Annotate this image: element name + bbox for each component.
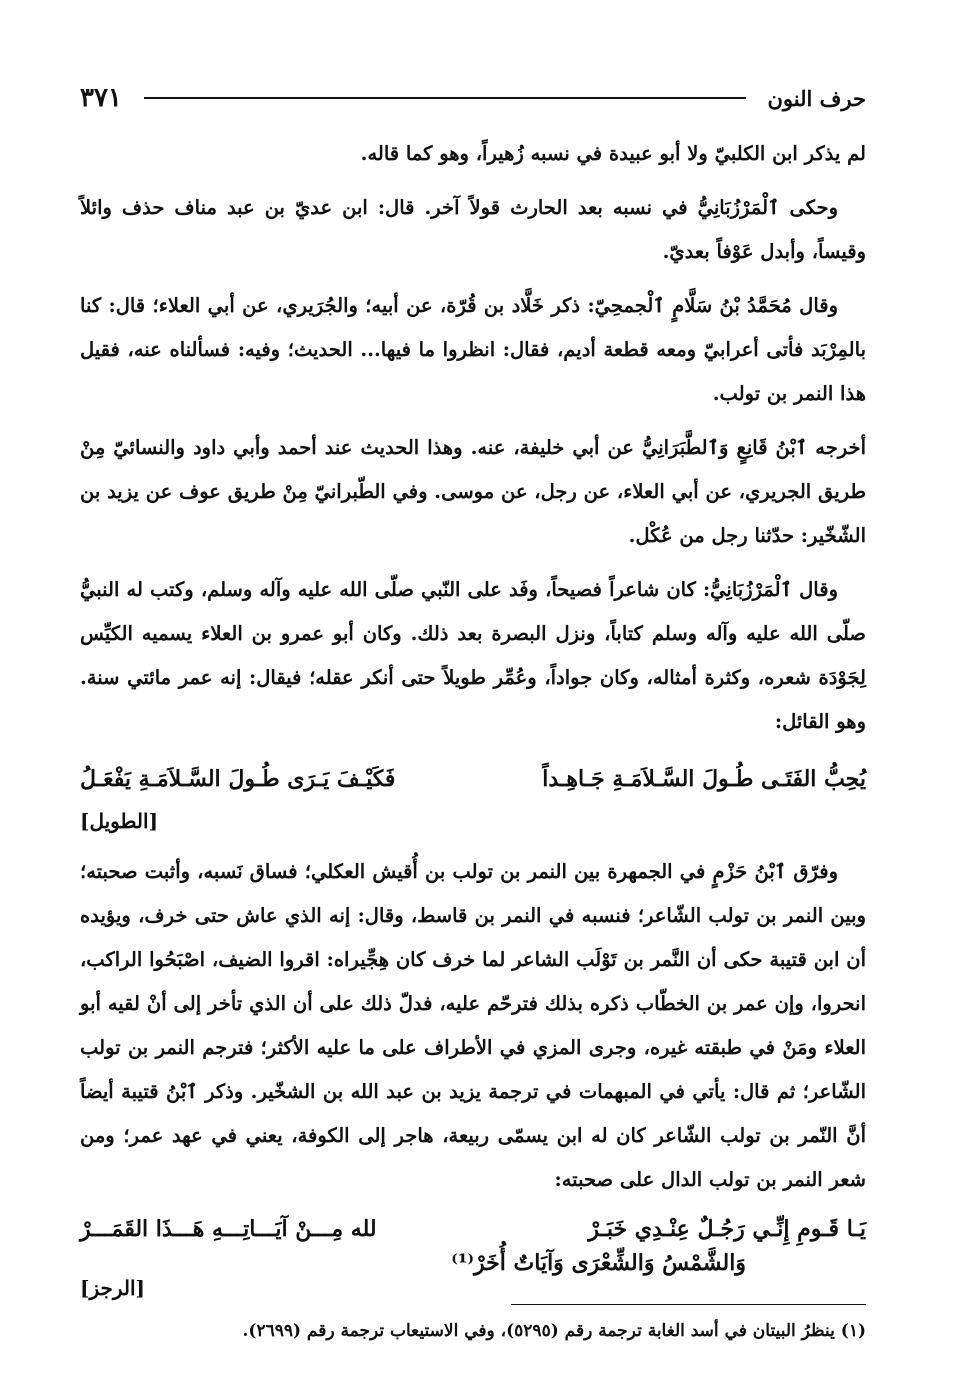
main-text (80, 132, 866, 1280)
running-header (80, 78, 866, 118)
footnote-rule (511, 1304, 866, 1305)
paragraph-2: وحكى ٱلْمَرْزُبَانِيُّ في نسبه بعد الحارث قولاً آخر. قال: ابن عديّ بن عبد مناف حذف وائلاً وقيساً، وأبدل عَوْفاً بعديّ. (80, 196, 866, 263)
paragraph-3: وقال مُحَمَّدُ بْنُ سَلَّامٍ ٱلْجمحِيّ: ذكر خَلَّاد بن قُرّة، عن أبيه؛ والجُرَيري، عن أبي العلاء؛ قال: كنا بالمِرْبَد فأتى أعرابيّ ومعه قطعة أديم، فقال: انظروا ما فيها... الحديث؛ وفيه: فسألناه عنه، فقيل هذا النمر بن تولب. (80, 294, 866, 405)
meter-label-1: [الطويل] (80, 809, 159, 833)
verse-2-first-hemistich: يَـا قَـومِ إِنِّـي رَجُـلٌ عِنْـدِي خَبَـرْ (588, 1216, 866, 1242)
verse-2-continuation: وَالشَّمْسُ وَالشِّعْرَى وَآيَاتٌ أُخَرْ⁽¹⁾ (451, 1250, 746, 1276)
verse-1 (80, 754, 866, 804)
paragraph-6: وفرّق ٱبْنُ حَزْمٍ في الجمهرة بين النمر بن تولب بن أُقيش العكلي؛ فساق نَسبه، وأثبت صحبته؛ وبين النمر بن تولب الشّاعر؛ فنسبه في النمر بن قاسط، وقال: إنه الذي عاش حتى خرف، ويؤيده أن ابن قتيبة حكى أن النَّمر بن تَوْلَب الشاعر لما خرف كان هِجِّيراه: اقروا الضيف، اصْبَحُوا الراكب، انحروا، وإن عمر بن الخطّاب ذكره بذلك فترحّم عليه، فدلّ ذلك على أن الذي تأخر إلى أنْ لقيه أبو العلاء ومَنْ في طبقته غيره، وجرى المزي في الأطراف على ما عليه الأكثر؛ فترجم النمر بن تولب الشّاعر؛ ثم قال: يأتي في المبهمات في ترجمة يزيد بن عبد الله بن الشخّير. وذكر ٱبْنُ قتيبة أيضاً أنَّ النّمر بن تولب الشّاعر كان له ابن يسمّى ربيعة، هاجر إلى الكوفة، يعني في عهد عمر؛ ومن شعر النمر بن تولب الدال على صحبته: (80, 860, 866, 1191)
paragraph-5: وقال ٱلْمَرْزُبَانِيُّ: كان شاعراً فصيحاً، وفَد على النّبي صلّى الله عليه وآله وسلم، وكتب له النبيُّ صلّى الله عليه وآله وسلم كتاباً، ونزل البصرة بعد ذلك. وكان أبو عمرو بن العلاء يسميه الكيِّس لِجَوْدَة شعره، وكثرة أمثاله، وكان جواداً، وعُمِّر طويلاً حتى أنكر عقله؛ فيقال: إنه عمر مائتي سنة. وهو القائل: (80, 578, 866, 733)
book-page (80, 0, 866, 1392)
verse-1-first-hemistich: يُحِبُّ الفَتَـى طُـولَ السَّـلاَمَـةِ جَـاهِـداً (542, 766, 866, 792)
paragraph-1: لم يذكر ابن الكلبيّ ولا أبو عبيدة في نسبه زُهيراً، وهو كما قاله. (360, 142, 866, 165)
meter-label-2: [الرجز] (80, 1276, 146, 1300)
footnote: (١) ينظرُ البيتان في أسد الغابة ترجمة رقم (٥٢٩٥)، وفي الاستيعاب ترجمة رقم (٢٦٩٩). (242, 1321, 866, 1341)
paragraph-4: أخرجه ٱبْنُ قَانِعٍ وَٱلطَّبَرَانِيُّ عن أبي خليفة، عنه. وهذا الحديث عند أحمد وأبي داود والنسائيّ مِنْ طريق الجريري، عن أبي العلاء، عن رجل، عن موسى. وفي الطّبرانيّ مِنْ طريق عوف عن يزيد بن الشّخّير: حدّثنا رجل من عُكْل. (80, 436, 866, 547)
chapter-title: حرف النون (767, 85, 866, 111)
verse-1-second-hemistich: فَكَيْـفَ يَـرَى طُـولَ السَّـلاَمَـةِ يَفْعَـلُ (80, 766, 396, 792)
page-number: ٣٧١ (80, 83, 122, 113)
verse-2-second-hemistich: لله مِـــنْ آيَـــاتِـــهِ هَـــذَا القَمَـــرْ (80, 1216, 377, 1242)
verse-2 (80, 1212, 866, 1280)
header-rule (144, 97, 746, 99)
